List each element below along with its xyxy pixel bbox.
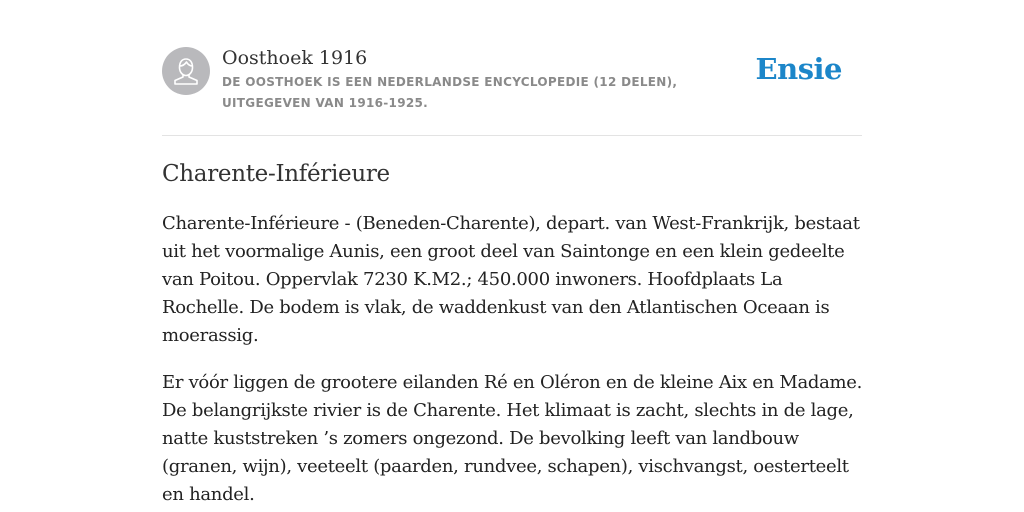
article — [162, 158, 867, 512]
article-paragraph: Er vóór liggen de grootere eilanden Ré en Oléron en de kleine Aix en Madame. De belangrijkste rivier is de Charente. Het klimaat is zacht, slechts in de lage, natte kuststreken ’s zomers ongezond. De bevolking leeft van landbouw (granen, wijn), veeteelt (paarden, rundvee, schapen), vischvangst, oesterteelt en handel. — [162, 372, 863, 505]
header-divider — [162, 135, 862, 136]
ensie-logo[interactable]: Ensie — [755, 52, 842, 86]
source-title[interactable]: Oosthoek 1916 — [222, 47, 368, 69]
article-paragraph: Charente-Inférieure - (Beneden-Charente), depart. van West-Frankrijk, bestaat uit het voormalige Aunis, een groot deel van Saintonge en een klein gedeelte van Poitou. Oppervlak 7230 K.M2.; 450.000 inwoners. Hoofdplaats La Rochelle. De bodem is vlak, de waddenkust van den Atlantischen Oceaan is moerassig. — [162, 213, 860, 346]
source-header — [162, 46, 862, 116]
user-icon[interactable] — [162, 47, 210, 95]
source-description: DE OOSTHOEK IS EEN NEDERLANDSE ENCYCLOPEDIE (12 DELEN), UITGEGEVEN VAN 1916-1925. — [222, 75, 678, 110]
article-title: Charente-Inférieure — [162, 161, 390, 187]
user-icon-graphic — [162, 47, 210, 95]
